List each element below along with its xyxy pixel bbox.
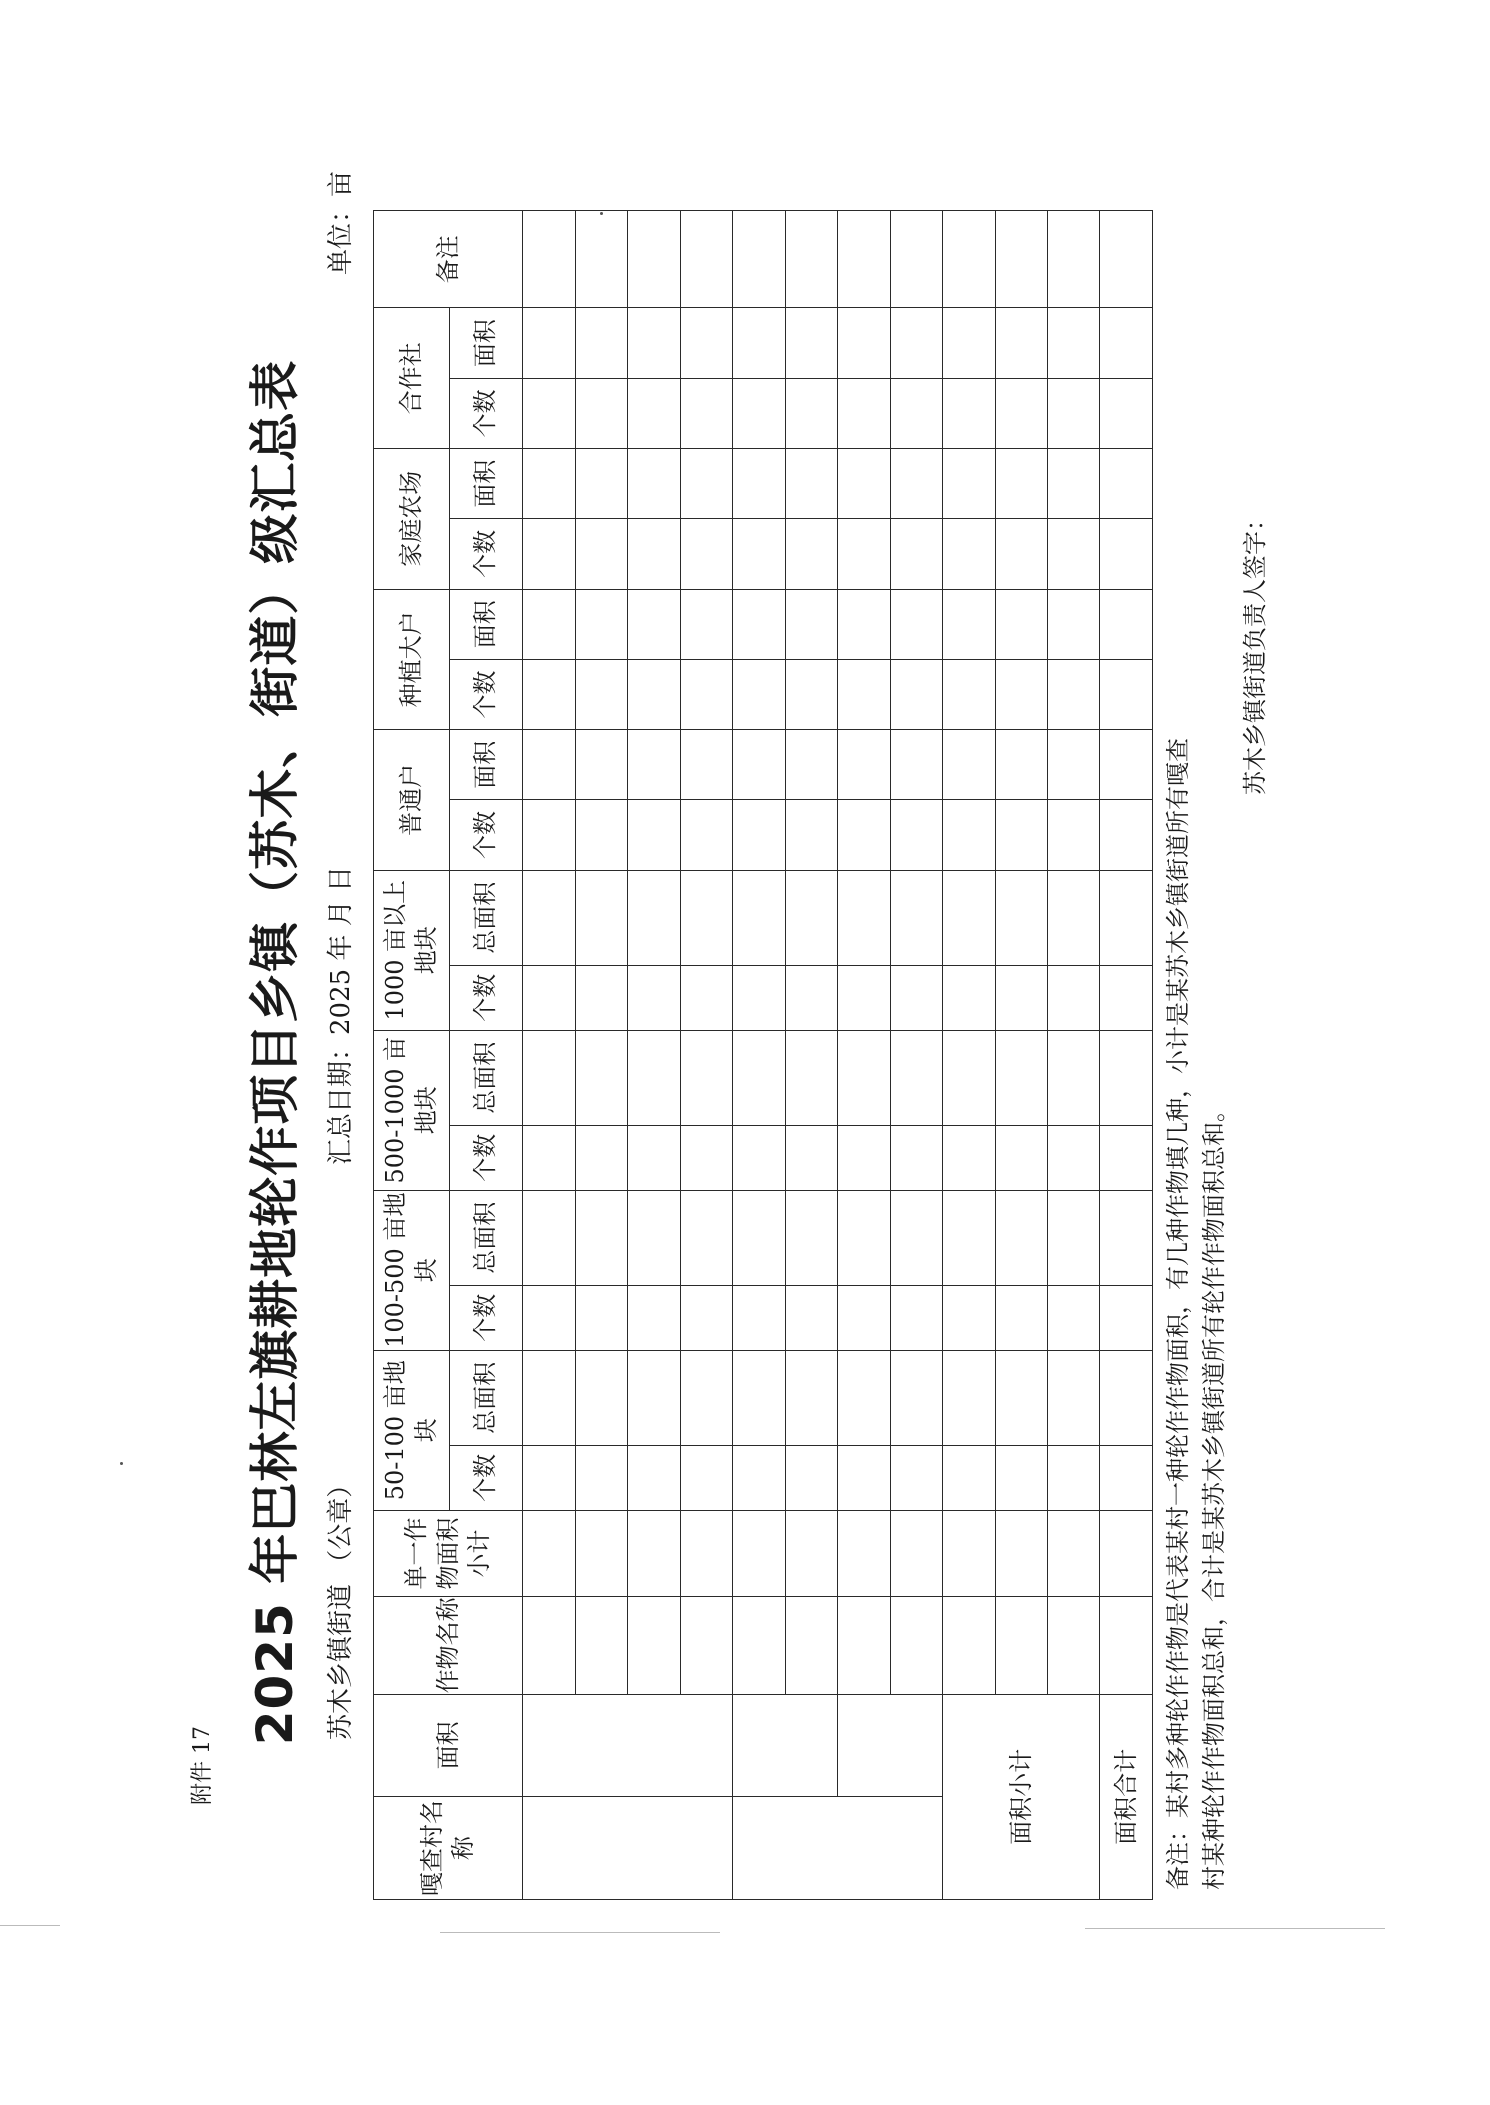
- note-line-2: 村某种轮作作物面积总和，合计是某苏木乡镇街道所有轮作作物面积总和。: [1200, 1098, 1228, 1890]
- data-cell[interactable]: [680, 1190, 732, 1285]
- data-cell[interactable]: [628, 1125, 680, 1190]
- data-cell[interactable]: [785, 730, 837, 800]
- data-cell[interactable]: [680, 1125, 732, 1190]
- data-cell[interactable]: [575, 1190, 627, 1285]
- data-cell[interactable]: [1047, 1030, 1099, 1125]
- data-cell[interactable]: [838, 1445, 890, 1510]
- data-cell[interactable]: [785, 1445, 837, 1510]
- data-cell[interactable]: [1100, 211, 1153, 308]
- data-cell[interactable]: [890, 519, 942, 589]
- data-cell[interactable]: [680, 870, 732, 965]
- data-cell[interactable]: [838, 1510, 890, 1597]
- data-cell[interactable]: [838, 378, 890, 448]
- data-cell[interactable]: [785, 1030, 837, 1125]
- header-group: 100-500 亩地块: [374, 1190, 450, 1350]
- data-cell[interactable]: [628, 1510, 680, 1597]
- data-cell[interactable]: [575, 211, 627, 308]
- data-cell[interactable]: [785, 448, 837, 518]
- data-cell[interactable]: [1100, 308, 1153, 378]
- data-cell[interactable]: [523, 1030, 575, 1125]
- data-cell[interactable]: [680, 1597, 732, 1694]
- data-cell[interactable]: [680, 1285, 732, 1350]
- data-cell[interactable]: [943, 965, 995, 1030]
- data-cell[interactable]: [995, 519, 1047, 589]
- header-remark: 备注: [374, 211, 523, 308]
- data-cell[interactable]: [1047, 1597, 1099, 1694]
- data-cell[interactable]: [523, 589, 575, 659]
- data-cell[interactable]: [785, 1597, 837, 1694]
- data-cell[interactable]: [628, 519, 680, 589]
- data-cell[interactable]: [628, 308, 680, 378]
- data-cell[interactable]: [890, 730, 942, 800]
- data-cell[interactable]: [1047, 378, 1099, 448]
- data-cell[interactable]: [733, 1030, 785, 1125]
- data-cell[interactable]: [1047, 1190, 1099, 1285]
- data-cell[interactable]: [628, 800, 680, 870]
- scan-speck: [600, 212, 603, 215]
- data-cell[interactable]: [943, 1190, 995, 1285]
- data-cell[interactable]: [995, 211, 1047, 308]
- sub-total-area: 总面积: [449, 1190, 523, 1285]
- data-cell[interactable]: [523, 1597, 575, 1694]
- area-total-label: 面积合计: [1100, 1694, 1153, 1899]
- sub-total-area: 总面积: [449, 870, 523, 965]
- data-cell[interactable]: [523, 378, 575, 448]
- header-area: 面积: [374, 1694, 523, 1797]
- data-cell[interactable]: [523, 448, 575, 518]
- header-group: 普通户: [374, 730, 450, 871]
- data-cell[interactable]: [523, 211, 575, 308]
- area-cell[interactable]: [733, 1694, 838, 1797]
- data-cell[interactable]: [943, 730, 995, 800]
- data-cell[interactable]: [628, 1350, 680, 1445]
- page-title: 2025 年巴林左旗耕地轮作项目乡镇（苏木、街道）级汇总表: [246, 359, 304, 1746]
- data-cell[interactable]: [575, 1030, 627, 1125]
- data-cell[interactable]: [995, 659, 1047, 729]
- data-cell[interactable]: [943, 1510, 995, 1597]
- data-cell[interactable]: [1047, 1510, 1099, 1597]
- data-cell[interactable]: [1100, 1190, 1153, 1285]
- data-cell[interactable]: [890, 1125, 942, 1190]
- summary-date: 汇总日期：2025 年 月 日: [326, 866, 356, 1165]
- data-cell[interactable]: [785, 378, 837, 448]
- data-cell[interactable]: [995, 1445, 1047, 1510]
- data-cell[interactable]: [890, 965, 942, 1030]
- data-cell[interactable]: [838, 448, 890, 518]
- village-cell[interactable]: [733, 1797, 943, 1900]
- data-cell[interactable]: [838, 589, 890, 659]
- header-group: 1000 亩以上地块: [374, 870, 450, 1030]
- data-cell[interactable]: [943, 870, 995, 965]
- header-village: 嘎查村名称: [374, 1797, 523, 1900]
- sub-area: 面积: [449, 589, 523, 659]
- sub-count: 个数: [449, 1285, 523, 1350]
- data-cell[interactable]: [838, 1597, 890, 1694]
- data-cell[interactable]: [523, 965, 575, 1030]
- scan-edge-line: [1085, 1928, 1385, 1929]
- data-cell[interactable]: [995, 1125, 1047, 1190]
- data-cell[interactable]: [995, 730, 1047, 800]
- data-cell[interactable]: [575, 730, 627, 800]
- data-cell[interactable]: [1100, 1597, 1153, 1694]
- data-cell[interactable]: [680, 1510, 732, 1597]
- data-cell[interactable]: [1100, 1285, 1153, 1350]
- data-cell[interactable]: [943, 211, 995, 308]
- data-cell[interactable]: [733, 1125, 785, 1190]
- data-cell[interactable]: [995, 800, 1047, 870]
- data-cell[interactable]: [680, 378, 732, 448]
- data-cell[interactable]: [733, 965, 785, 1030]
- data-cell[interactable]: [733, 1190, 785, 1285]
- data-cell[interactable]: [733, 800, 785, 870]
- data-cell[interactable]: [1100, 519, 1153, 589]
- data-cell[interactable]: [1047, 1125, 1099, 1190]
- data-cell[interactable]: [1047, 519, 1099, 589]
- data-cell[interactable]: [838, 800, 890, 870]
- data-cell[interactable]: [890, 1510, 942, 1597]
- data-cell[interactable]: [1100, 378, 1153, 448]
- data-cell[interactable]: [995, 308, 1047, 378]
- data-cell[interactable]: [523, 1125, 575, 1190]
- data-cell[interactable]: [1100, 965, 1153, 1030]
- scan-speck: [120, 1462, 123, 1465]
- data-cell[interactable]: [523, 1445, 575, 1510]
- data-cell[interactable]: [995, 589, 1047, 659]
- header-group: 家庭农场: [374, 448, 450, 589]
- data-cell[interactable]: [680, 1445, 732, 1510]
- data-cell[interactable]: [575, 1510, 627, 1597]
- data-cell[interactable]: [523, 308, 575, 378]
- data-cell[interactable]: [995, 1350, 1047, 1445]
- header-group: 种植大户: [374, 589, 450, 730]
- data-cell[interactable]: [785, 1350, 837, 1445]
- data-cell[interactable]: [1100, 1030, 1153, 1125]
- data-cell[interactable]: [628, 1597, 680, 1694]
- data-cell[interactable]: [628, 1190, 680, 1285]
- summary-table: [373, 210, 1153, 1900]
- data-cell[interactable]: [523, 870, 575, 965]
- data-cell[interactable]: [943, 1125, 995, 1190]
- data-cell[interactable]: [995, 1190, 1047, 1285]
- data-cell[interactable]: [1100, 1510, 1153, 1597]
- data-cell[interactable]: [943, 589, 995, 659]
- data-cell[interactable]: [628, 1285, 680, 1350]
- header-crop: 作物名称: [374, 1597, 523, 1694]
- data-cell[interactable]: [523, 730, 575, 800]
- data-cell[interactable]: [890, 308, 942, 378]
- data-cell[interactable]: [838, 519, 890, 589]
- data-cell[interactable]: [680, 589, 732, 659]
- data-cell[interactable]: [890, 1030, 942, 1125]
- data-cell[interactable]: [1047, 800, 1099, 870]
- data-cell[interactable]: [890, 448, 942, 518]
- data-cell[interactable]: [943, 448, 995, 518]
- data-cell[interactable]: [890, 1445, 942, 1510]
- data-cell[interactable]: [733, 378, 785, 448]
- data-cell[interactable]: [628, 659, 680, 729]
- sub-count: 个数: [449, 659, 523, 729]
- data-cell[interactable]: [523, 519, 575, 589]
- data-cell[interactable]: [1047, 448, 1099, 518]
- data-cell[interactable]: [680, 211, 732, 308]
- data-cell[interactable]: [733, 519, 785, 589]
- data-cell[interactable]: [1047, 870, 1099, 965]
- data-cell[interactable]: [680, 730, 732, 800]
- data-cell[interactable]: [995, 870, 1047, 965]
- data-cell[interactable]: [628, 211, 680, 308]
- data-cell[interactable]: [680, 659, 732, 729]
- data-cell[interactable]: [785, 1190, 837, 1285]
- scan-edge-line: [0, 1925, 60, 1926]
- data-cell[interactable]: [890, 800, 942, 870]
- org-seal-label: 苏木乡镇街道 （公章）: [326, 1471, 356, 1740]
- data-cell[interactable]: [575, 308, 627, 378]
- data-cell[interactable]: [890, 870, 942, 965]
- sub-area: 面积: [449, 308, 523, 378]
- data-cell[interactable]: [785, 1125, 837, 1190]
- data-cell[interactable]: [838, 308, 890, 378]
- data-cell[interactable]: [680, 448, 732, 518]
- data-cell[interactable]: [575, 659, 627, 729]
- data-cell[interactable]: [890, 1350, 942, 1445]
- data-cell[interactable]: [680, 519, 732, 589]
- sub-area: 面积: [449, 448, 523, 518]
- data-cell[interactable]: [575, 1597, 627, 1694]
- data-cell[interactable]: [628, 448, 680, 518]
- data-cell[interactable]: [838, 1285, 890, 1350]
- data-cell[interactable]: [1100, 589, 1153, 659]
- header-group: 50-100 亩地块: [374, 1350, 450, 1510]
- data-cell[interactable]: [890, 1285, 942, 1350]
- data-cell[interactable]: [523, 800, 575, 870]
- data-cell[interactable]: [1047, 1285, 1099, 1350]
- data-cell[interactable]: [838, 965, 890, 1030]
- data-cell[interactable]: [628, 965, 680, 1030]
- data-cell[interactable]: [733, 211, 785, 308]
- data-cell[interactable]: [680, 800, 732, 870]
- data-cell[interactable]: [1100, 800, 1153, 870]
- data-cell[interactable]: [575, 1350, 627, 1445]
- data-cell[interactable]: [995, 1510, 1047, 1597]
- data-cell[interactable]: [943, 659, 995, 729]
- data-cell[interactable]: [785, 308, 837, 378]
- data-cell[interactable]: [890, 1597, 942, 1694]
- area-cell[interactable]: [838, 1694, 943, 1797]
- data-cell[interactable]: [733, 1285, 785, 1350]
- data-cell[interactable]: [995, 1597, 1047, 1694]
- data-cell[interactable]: [1100, 1350, 1153, 1445]
- sub-count: 个数: [449, 1125, 523, 1190]
- data-cell[interactable]: [575, 965, 627, 1030]
- data-cell[interactable]: [838, 211, 890, 308]
- data-cell[interactable]: [628, 1030, 680, 1125]
- data-cell[interactable]: [838, 1030, 890, 1125]
- sub-total-area: 总面积: [449, 1350, 523, 1445]
- data-cell[interactable]: [838, 870, 890, 965]
- data-cell[interactable]: [575, 1445, 627, 1510]
- data-cell[interactable]: [575, 519, 627, 589]
- data-cell[interactable]: [1047, 1445, 1099, 1510]
- data-cell[interactable]: [1047, 965, 1099, 1030]
- data-cell[interactable]: [575, 1125, 627, 1190]
- data-cell[interactable]: [523, 1510, 575, 1597]
- attachment-label: 附件 17: [190, 1726, 215, 1805]
- signature-label: 苏木乡镇街道负责人签字：: [1241, 507, 1269, 795]
- data-cell[interactable]: [890, 589, 942, 659]
- data-cell[interactable]: [890, 211, 942, 308]
- data-cell[interactable]: [838, 1190, 890, 1285]
- data-cell[interactable]: [1047, 211, 1099, 308]
- data-cell[interactable]: [785, 1510, 837, 1597]
- data-cell[interactable]: [523, 1190, 575, 1285]
- data-cell[interactable]: [575, 378, 627, 448]
- sub-count: 个数: [449, 800, 523, 870]
- notes: [1160, 190, 1232, 1890]
- data-cell[interactable]: [1047, 1350, 1099, 1445]
- sub-count: 个数: [449, 965, 523, 1030]
- data-cell[interactable]: [628, 1445, 680, 1510]
- data-cell[interactable]: [523, 659, 575, 729]
- data-cell[interactable]: [785, 519, 837, 589]
- data-cell[interactable]: [943, 308, 995, 378]
- data-cell[interactable]: [943, 378, 995, 448]
- header-group: 合作社: [374, 308, 450, 449]
- data-cell[interactable]: [628, 870, 680, 965]
- header-group: 500-1000 亩地块: [374, 1030, 450, 1190]
- data-cell[interactable]: [575, 800, 627, 870]
- data-cell[interactable]: [943, 1285, 995, 1350]
- data-cell[interactable]: [838, 730, 890, 800]
- data-cell[interactable]: [733, 308, 785, 378]
- data-cell[interactable]: [523, 1285, 575, 1350]
- data-cell[interactable]: [995, 448, 1047, 518]
- data-cell[interactable]: [680, 308, 732, 378]
- area-cell[interactable]: [523, 1694, 733, 1797]
- data-cell[interactable]: [733, 870, 785, 965]
- data-cell[interactable]: [890, 378, 942, 448]
- data-cell[interactable]: [943, 1030, 995, 1125]
- data-cell[interactable]: [575, 1285, 627, 1350]
- area-subtotal-label: 面积小计: [943, 1694, 1100, 1899]
- data-cell[interactable]: [995, 1030, 1047, 1125]
- sub-count: 个数: [449, 1445, 523, 1510]
- data-cell[interactable]: [1100, 659, 1153, 729]
- unit-label: 单位：亩: [326, 170, 356, 275]
- data-cell[interactable]: [1100, 730, 1153, 800]
- sub-area: 面积: [449, 730, 523, 800]
- data-cell[interactable]: [733, 589, 785, 659]
- data-cell[interactable]: [1100, 870, 1153, 965]
- data-cell[interactable]: [628, 730, 680, 800]
- sub-count: 个数: [449, 378, 523, 448]
- data-cell[interactable]: [680, 1030, 732, 1125]
- data-cell[interactable]: [995, 378, 1047, 448]
- data-cell[interactable]: [1100, 448, 1153, 518]
- data-cell[interactable]: [1100, 1445, 1153, 1510]
- data-cell[interactable]: [733, 659, 785, 729]
- sub-total-area: 总面积: [449, 1030, 523, 1125]
- data-cell[interactable]: [1047, 589, 1099, 659]
- scan-edge-line: [440, 1932, 720, 1933]
- data-cell[interactable]: [733, 730, 785, 800]
- data-cell[interactable]: [785, 211, 837, 308]
- data-cell[interactable]: [785, 659, 837, 729]
- data-cell[interactable]: [943, 1445, 995, 1510]
- data-cell[interactable]: [628, 378, 680, 448]
- sub-count: 个数: [449, 519, 523, 589]
- header-single-subtotal: 单一作物面积小计: [374, 1510, 523, 1597]
- data-cell[interactable]: [733, 1597, 785, 1694]
- data-cell[interactable]: [943, 1597, 995, 1694]
- data-cell[interactable]: [785, 965, 837, 1030]
- village-cell[interactable]: [523, 1797, 733, 1900]
- data-cell[interactable]: [838, 659, 890, 729]
- data-cell[interactable]: [1047, 730, 1099, 800]
- note-line-1: 备注：某村多种轮作作物是代表某村一种轮作作物面积，有几种作物填几种，小计是某苏木乡镇街道所有嘎查: [1164, 738, 1192, 1890]
- data-cell[interactable]: [943, 800, 995, 870]
- data-cell[interactable]: [890, 659, 942, 729]
- data-cell[interactable]: [838, 1350, 890, 1445]
- data-cell[interactable]: [575, 448, 627, 518]
- data-cell[interactable]: [890, 1190, 942, 1285]
- data-cell[interactable]: [680, 1350, 732, 1445]
- data-cell[interactable]: [733, 1350, 785, 1445]
- data-cell[interactable]: [733, 1445, 785, 1510]
- data-cell[interactable]: [838, 1125, 890, 1190]
- data-cell[interactable]: [575, 870, 627, 965]
- data-cell[interactable]: [1047, 659, 1099, 729]
- data-cell[interactable]: [1100, 1125, 1153, 1190]
- data-cell[interactable]: [733, 1510, 785, 1597]
- data-cell[interactable]: [995, 965, 1047, 1030]
- data-cell[interactable]: [943, 1350, 995, 1445]
- data-cell[interactable]: [785, 800, 837, 870]
- data-cell[interactable]: [785, 589, 837, 659]
- data-cell[interactable]: [523, 1350, 575, 1445]
- data-cell[interactable]: [575, 589, 627, 659]
- data-cell[interactable]: [733, 448, 785, 518]
- data-cell[interactable]: [943, 519, 995, 589]
- data-cell[interactable]: [995, 1285, 1047, 1350]
- data-cell[interactable]: [680, 965, 732, 1030]
- data-cell[interactable]: [785, 870, 837, 965]
- data-cell[interactable]: [628, 589, 680, 659]
- data-cell[interactable]: [1047, 308, 1099, 378]
- data-cell[interactable]: [785, 1285, 837, 1350]
